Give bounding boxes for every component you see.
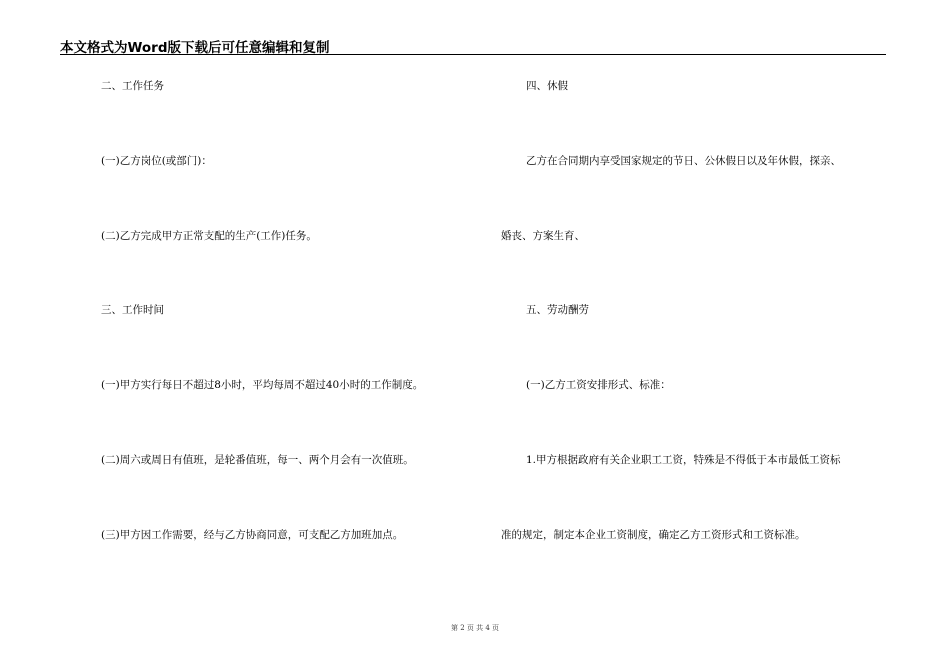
document-header-title: 本文格式为Word版下载后可任意编辑和复制 — [60, 40, 330, 56]
section-heading-leave: 四、休假 — [526, 80, 568, 92]
paragraph-wage-standard-continued: 准的规定，制定本企业工资制度，确定乙方工资形式和工资标准。 — [501, 529, 806, 541]
paragraph-weekend-duty: (二)周六或周日有值班，是轮番值班，每一、两个月会有一次值班。 — [101, 454, 414, 466]
section-heading-work-tasks: 二、工作任务 — [101, 80, 164, 92]
header-divider — [60, 54, 886, 55]
paragraph-wage-form: (一)乙方工资安排形式、标准： — [526, 379, 671, 391]
paragraph-holidays: 乙方在合同期内享受国家规定的节日、公休假日以及年休假，探亲、 — [526, 155, 841, 167]
paragraph-production-tasks: (二)乙方完成甲方正常支配的生产(工作)任务。 — [101, 230, 317, 242]
section-heading-work-time: 三、工作时间 — [101, 304, 164, 316]
paragraph-wage-standard: 1.甲方根据政府有关企业职工工资，特殊是不得低于本市最低工资标 — [526, 454, 841, 466]
paragraph-working-hours: (一)甲方实行每日不超过8小时，平均每周不超过40小时的工作制度。 — [101, 379, 424, 391]
paragraph-overtime: (三)甲方因工作需要，经与乙方协商同意，可支配乙方加班加点。 — [101, 529, 404, 541]
page-number: 第 2 页 共 4 页 — [450, 624, 500, 632]
paragraph-holidays-continued: 婚丧、方案生育、 — [501, 230, 585, 242]
section-heading-remuneration: 五、劳动酬劳 — [526, 304, 589, 316]
paragraph-position: (一)乙方岗位(或部门)： — [101, 155, 212, 167]
